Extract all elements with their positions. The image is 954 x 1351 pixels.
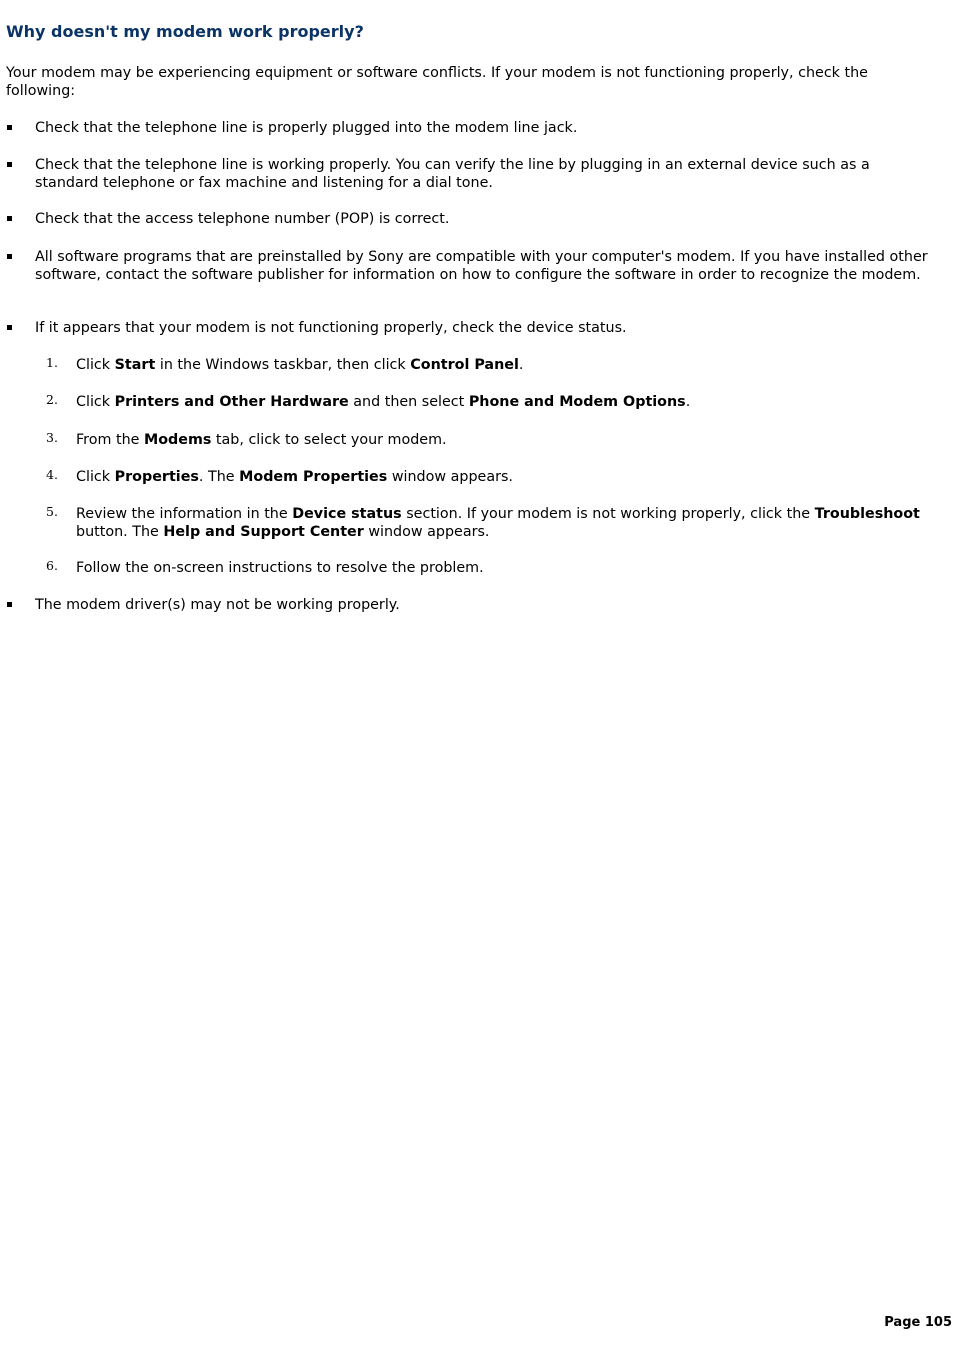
- step-text: From the Modems tab, click to select your modem.: [76, 432, 447, 448]
- list-item-text: If it appears that your modem is not functioning properly, check the device status.: [35, 320, 627, 336]
- page-number: Page 105: [884, 1315, 952, 1330]
- list-item-text: Check that the telephone line is working properly. You can verify the line by plugging in an external device such as a standard telephone or fax machine and listening for a dial tone.: [35, 157, 870, 191]
- step-text: Review the information in the Device status section. If your modem is not working properly, click the Troubleshoot button. The Help and Support Center window appears.: [76, 506, 920, 540]
- step-number: 5.: [46, 504, 58, 519]
- list-item-text: All software programs that are preinstalled by Sony are compatible with your computer's modem. If you have installed other software, contact the software publisher for information on how to configure the software in order to recognize the modem.: [35, 249, 928, 283]
- step-number: 6.: [46, 558, 58, 573]
- bullet-icon: [7, 254, 12, 259]
- step-number: 3.: [46, 430, 58, 445]
- step-number: 2.: [46, 392, 58, 407]
- step-text: Click Printers and Other Hardware and then select Phone and Modem Options.: [76, 394, 691, 410]
- list-item-text: Check that the telephone line is properly plugged into the modem line jack.: [35, 120, 578, 136]
- bullet-icon: [7, 125, 12, 130]
- step-number: 4.: [46, 467, 58, 482]
- page-title: Why doesn't my modem work properly?: [6, 22, 364, 41]
- list-item-text: Check that the access telephone number (POP) is correct.: [35, 211, 450, 227]
- step-text: Click Properties. The Modem Properties window appears.: [76, 469, 513, 485]
- intro-paragraph: Your modem may be experiencing equipment or software conflicts. If your modem is not functioning properly, check the following:: [6, 65, 868, 99]
- step-number: 1.: [46, 355, 58, 370]
- step-text: Click Start in the Windows taskbar, then click Control Panel.: [76, 357, 524, 373]
- bullet-icon: [7, 216, 12, 221]
- bullet-icon: [7, 325, 12, 330]
- bullet-icon: [7, 162, 12, 167]
- step-text: Follow the on-screen instructions to resolve the problem.: [76, 560, 484, 576]
- bullet-icon: [7, 602, 12, 607]
- list-item-text: The modem driver(s) may not be working properly.: [35, 597, 400, 613]
